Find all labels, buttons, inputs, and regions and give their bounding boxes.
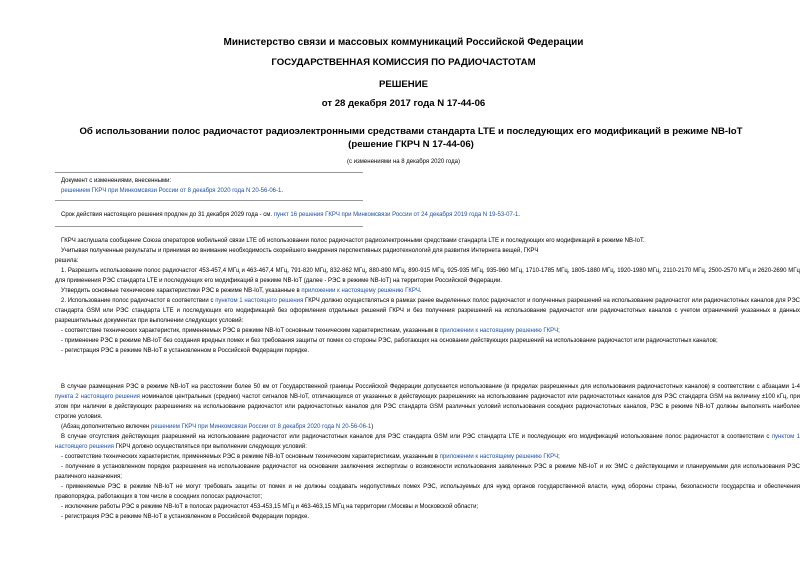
paragraph	[55, 422, 800, 432]
spacer	[55, 356, 800, 382]
document-title: Об использовании полос радиочастот радиоэлектронными средствами стандарта LTE и последующих его модификаций в режиме NB-IoT (решение ГКРЧ N 17-44-06)	[79, 126, 743, 150]
validity-end: .	[518, 212, 520, 218]
p12-text-2: ГКРЧ должно осуществляться при выполнении следующих условий:	[113, 444, 307, 450]
paragraph	[55, 296, 800, 326]
changes-end: .	[281, 188, 284, 194]
paragraph	[55, 432, 800, 452]
changes-link[interactable]: решением ГКРЧ при Минкомсвязи России от 8 декабря 2020 года N 20-56-06-1	[61, 188, 282, 194]
p7-text: - соответствие технических характеристик, применяемых РЭС в режиме NB-IoT основным техническим характеристикам, указанным в	[61, 328, 440, 334]
divider	[55, 172, 363, 173]
divider	[55, 226, 363, 227]
p13-end: ;	[558, 454, 560, 460]
paragraph: 1. Разрешить использование полос радиочастот 453-457,4 МГц и 463-467,4 МГц, 791-820 МГц, 832-862 МГц, 880-890 МГц, 890-915 МГц, 925-935 МГц, 935-960 МГц, 1710-1785 МГц, 1805-1880 МГц, 1920-1980 МГц, 2110-2170 МГц, 2500-2570 МГц и 2620-2690 МГц для применения РЭС стандарта LTE и последующих его модификаций в режиме NB-IoT (далее - РЭС в режиме NB-IoT) на территории Российской Федерации.	[55, 268, 800, 284]
validity-note	[61, 212, 520, 218]
amendment-link[interactable]: решением ГКРЧ при Минкомсвязи России от 8 декабря 2020 года N 20-56-06-1	[150, 424, 372, 430]
paragraph: - регистрация РЭС в режиме NB-IoT в установленном в Российской Федерации порядке.	[61, 514, 310, 520]
p7-end: ;	[558, 328, 560, 334]
validity-text: Срок действия настоящего решения продлен до 31 декабря 2029 года - см.	[61, 212, 274, 218]
paragraph: - применение РЭС в режиме NB-IoT без создания вредных помех и без требования защиты от помех со стороны РЭС, работающих на основании действующих разрешений на использование радиочастот или радиочастотных каналов;	[61, 338, 718, 344]
p13-text: - соответствие технических характеристик, применяемых РЭС в режиме NB-IoT основным техническим характеристикам, указанным в	[61, 454, 440, 460]
ministry-heading: Министерство связи и массовых коммуникаций Российской Федерации	[223, 37, 584, 48]
p12-text: В случае отсутствия действующих разрешений на использование радиочастот или радиочастотных каналов для РЭС стандарта GSM или РЭС стандарта LTE и последующих его модификаций использование полос радиочастот в соответствии с	[61, 434, 772, 440]
p5-text: Утвердить основные технические характеристики РЭС в режиме NB-IoT, указанные в	[61, 288, 302, 294]
paragraph	[55, 326, 800, 336]
revision-note: (с изменениями на 8 декабря 2020 года)	[347, 159, 460, 165]
validity-link[interactable]: пункт 16 решения ГКРЧ при Минкомсвязи России от 24 декабря 2019 года N 19-53-07-1	[273, 212, 519, 218]
commission-heading: ГОСУДАРСТВЕННАЯ КОМИССИЯ ПО РАДИОЧАСТОТАМ	[271, 57, 536, 68]
appendix-link[interactable]: приложении к настоящему решению ГКРЧ	[439, 454, 559, 460]
changes-label: Документ с изменениями, внесенными:	[61, 178, 172, 184]
p5-end: .	[419, 288, 422, 294]
p10-text-2: номиналов центральных (средних) частот сигналов NB-IoT, отличающихся от указанных в действующих разрешениях на использование радиочастот или радиочастотных каналов для РЭС стандарта GSM на величину ±100 кГц, при этом при наличии в действующих разрешениях на использование радиочастот или радиочастотных каналов для РЭС стандарта GSM различных условий использования соседних радиочастотных каналов, РЭС в режиме NB-IoT должны выполнять наиболее строгие условия.	[55, 394, 800, 420]
appendix-link[interactable]: приложении к настоящему решению ГКРЧ	[301, 288, 420, 294]
divider	[55, 200, 363, 201]
document-body	[55, 236, 800, 522]
paragraph: Учитывая полученные результаты и принимая во внимание необходимость скорейшего внедрения перспективных радиотехнологий для развития Интернета вещей, ГКРЧ	[61, 248, 539, 254]
paragraph: - регистрация РЭС в режиме NB-IoT в установленном в Российской Федерации порядке.	[61, 348, 310, 354]
p11-text: (Абзац дополнительно включен	[61, 424, 151, 430]
paragraph	[55, 382, 800, 422]
p10-text: В случае размещения РЭС в режиме NB-IoT на расстоянии более 50 км от Государственной границы Российской Федерации допускается использование (в пределах разрешенных для использования радиочастотных каналов) в соответствии с абзацами 1-4	[61, 384, 800, 390]
changes-note	[61, 188, 283, 194]
paragraph: - получение в установленном порядке разрешения на использование радиочастот на основании заключения экспертизы о возможности использования заявленных РЭС в режиме NB-IoT и их ЭМС с действующими и планируемыми для использования РЭС различного назначения;	[55, 464, 800, 480]
p6-text: 2. Использование полос радиочастот в соответствии с	[61, 298, 216, 304]
p6-text-2: ГКРЧ должно осуществляться в рамках ранее выделенных полос радиочастот и полученных разрешений на использование радиочастот или радиочастотных каналов для РЭС стандарта GSM или РЭС стандарта LTE и последующих его модификаций без оформления отдельных решений ГКРЧ и без получения разрешений на использование радиочастот или радиочастотных каналов с учетом ограничений указанных в данных разрешительных документах при выполнении следующих условий:	[55, 298, 800, 324]
document-type: РЕШЕНИЕ	[378, 79, 429, 90]
paragraph: - исключение работы РЭС в режиме NB-IoT в полосах радиочастот 453-453,15 МГц и 463-463,15 МГц на территории г.Москвы и Московской области;	[61, 504, 479, 510]
paragraph	[55, 286, 800, 296]
paragraph: ГКРЧ заслушала сообщение Союза операторов мобильной связи LTE об использовании полос радиочастот радиоэлектронными средствами стандарта LTE и последующих его модификаций в режиме NB-IoT.	[61, 238, 645, 244]
point-1-link[interactable]: пунктом 1 настоящего решения	[215, 298, 304, 304]
document-date-number: от 28 декабря 2017 года N 17-44-06	[321, 98, 486, 109]
paragraph	[55, 452, 800, 462]
point-2-link[interactable]: пункта 2 настоящего решения	[55, 394, 140, 400]
paragraph: - применяемые РЭС в режиме NB-IoT не могут требовать защиты от помех и не должны создавать недопустимых помех РЭС, используемых для нужд органов государственной власти, нужд обороны страны, безопасности государства и обеспечения правопорядка, работающих в том числе в соседних полосах радиочастот;	[55, 484, 800, 500]
p11-end: )	[371, 424, 374, 430]
appendix-link[interactable]: приложении к настоящему решению ГКРЧ	[439, 328, 559, 334]
point-1-link[interactable]: пунктом 1 настоящего решения	[55, 434, 801, 450]
paragraph: решила:	[55, 258, 79, 264]
